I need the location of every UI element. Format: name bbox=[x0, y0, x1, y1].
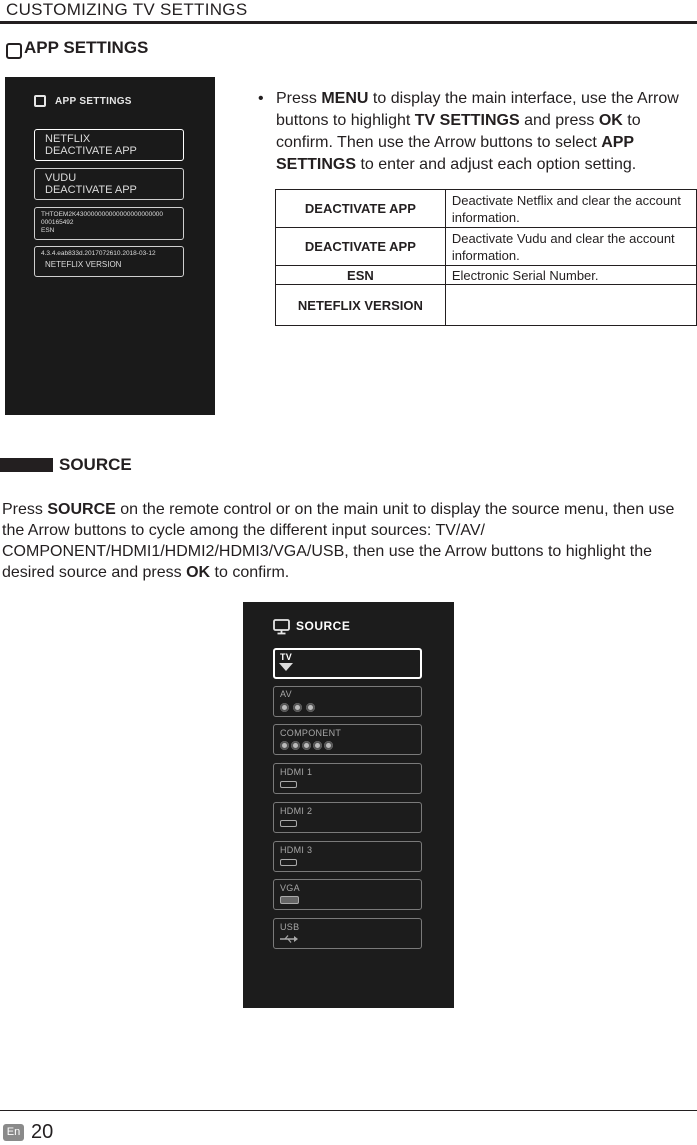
key-menu: MENU bbox=[321, 90, 369, 107]
screen-vudu-item bbox=[34, 168, 184, 200]
text-run: Press bbox=[276, 90, 322, 107]
monitor-icon bbox=[273, 619, 291, 635]
hdmi-port-icon bbox=[280, 781, 297, 788]
screen-netflix-item bbox=[34, 129, 184, 161]
text-run: Press bbox=[2, 501, 48, 518]
screen-esn-value-cont: 000165492 bbox=[41, 219, 74, 226]
table-row bbox=[276, 266, 697, 285]
hdmi-port-icon bbox=[280, 859, 297, 866]
hdmi-port-icon bbox=[280, 820, 297, 827]
text-run: to display the main interface, use the Arrow buttons to highlight bbox=[276, 90, 679, 129]
source-label: HDMI 3 bbox=[280, 845, 313, 855]
screen-esn-label: ESN bbox=[41, 227, 55, 234]
rca-jack-icon bbox=[313, 741, 322, 750]
table-row bbox=[276, 190, 697, 228]
rca-jack-icon bbox=[302, 741, 311, 750]
usb-icon bbox=[280, 934, 298, 944]
text-run: to confirm. bbox=[210, 564, 290, 581]
text-run: and press bbox=[519, 112, 599, 129]
screen-item-label: NETFLIX bbox=[45, 133, 91, 145]
table-value: Deactivate Vudu and clear the account information. bbox=[445, 228, 696, 266]
footer-rule bbox=[0, 1110, 697, 1111]
source-menu-title: SOURCE bbox=[296, 619, 351, 633]
key-source: SOURCE bbox=[47, 501, 116, 518]
table-value bbox=[445, 285, 696, 326]
rca-jack-icon bbox=[293, 703, 302, 712]
screen-item-label: VUDU bbox=[45, 172, 77, 184]
page-section-title: CUSTOMIZING TV SETTINGS bbox=[6, 0, 248, 19]
screen-esn-value: THTOEM2K430000000000000000000000 bbox=[41, 211, 164, 218]
screen-menu-title: APP SETTINGS bbox=[55, 96, 132, 107]
source-instructions bbox=[2, 499, 692, 583]
rca-jack-icon bbox=[291, 741, 300, 750]
app-settings-heading: APP SETTINGS bbox=[24, 38, 149, 57]
source-label: HDMI 2 bbox=[280, 806, 313, 816]
rca-jack-icon bbox=[280, 741, 289, 750]
source-item-tv bbox=[273, 648, 422, 679]
text-run: to confirm. Then use the Arrow buttons to select bbox=[276, 112, 641, 151]
key-app-settings: APP SETTINGS bbox=[276, 134, 634, 173]
square-icon bbox=[6, 43, 22, 59]
source-label: COMPONENT bbox=[280, 728, 342, 738]
app-settings-screen-icon bbox=[34, 95, 46, 107]
rca-jack-icon bbox=[280, 703, 289, 712]
table-key: ESN bbox=[276, 266, 446, 285]
vga-port-icon bbox=[280, 896, 299, 904]
source-label: TV bbox=[280, 652, 293, 662]
language-badge: En bbox=[3, 1124, 24, 1141]
key-ok: OK bbox=[186, 564, 211, 581]
source-label: AV bbox=[280, 689, 292, 699]
table-row bbox=[276, 228, 697, 266]
source-label: HDMI 1 bbox=[280, 767, 313, 777]
source-label: VGA bbox=[280, 883, 300, 893]
tv-antenna-icon bbox=[279, 663, 293, 671]
page-number: 20 bbox=[31, 1121, 54, 1143]
screen-item-sublabel: DEACTIVATE APP bbox=[45, 145, 137, 157]
key-tv-settings: TV SETTINGS bbox=[414, 112, 520, 129]
rca-jack-icon bbox=[324, 741, 333, 750]
screen-version-label: NETEFLIX VERSION bbox=[45, 260, 122, 269]
screen-item-sublabel: DEACTIVATE APP bbox=[45, 184, 137, 196]
table-key: NETEFLIX VERSION bbox=[276, 285, 446, 326]
source-heading: SOURCE bbox=[59, 455, 132, 474]
table-key: DEACTIVATE APP bbox=[276, 228, 446, 266]
app-settings-table bbox=[275, 189, 697, 326]
table-key: DEACTIVATE APP bbox=[276, 190, 446, 228]
source-label: USB bbox=[280, 922, 300, 932]
table-row bbox=[276, 285, 697, 326]
table-value: Electronic Serial Number. bbox=[445, 266, 696, 285]
source-item-av bbox=[273, 686, 422, 717]
text-run: to enter and adjust each option setting. bbox=[356, 156, 637, 173]
text-run: on the remote control or on the main unit to display the source menu, then use the Arrow buttons to cycle among the different input sources: TV/AV/ COMPONENT/HDMI1/HDMI2/HDMI3/VGA/USB, then use the Arrow buttons to highlight the desired source and press bbox=[2, 501, 675, 581]
screen-version-value: 4.3.4.eab833d.2017072610.2018-03-12 bbox=[41, 250, 156, 257]
screen-esn-item bbox=[34, 207, 184, 240]
rca-jack-icon bbox=[306, 703, 315, 712]
key-ok: OK bbox=[598, 112, 623, 129]
section-bar bbox=[0, 458, 53, 472]
bullet-marker: • bbox=[258, 90, 264, 107]
header-rule bbox=[0, 21, 697, 24]
table-value: Deactivate Netflix and clear the account information. bbox=[445, 190, 696, 228]
app-settings-instructions bbox=[276, 88, 692, 176]
screen-version-item bbox=[34, 246, 184, 277]
